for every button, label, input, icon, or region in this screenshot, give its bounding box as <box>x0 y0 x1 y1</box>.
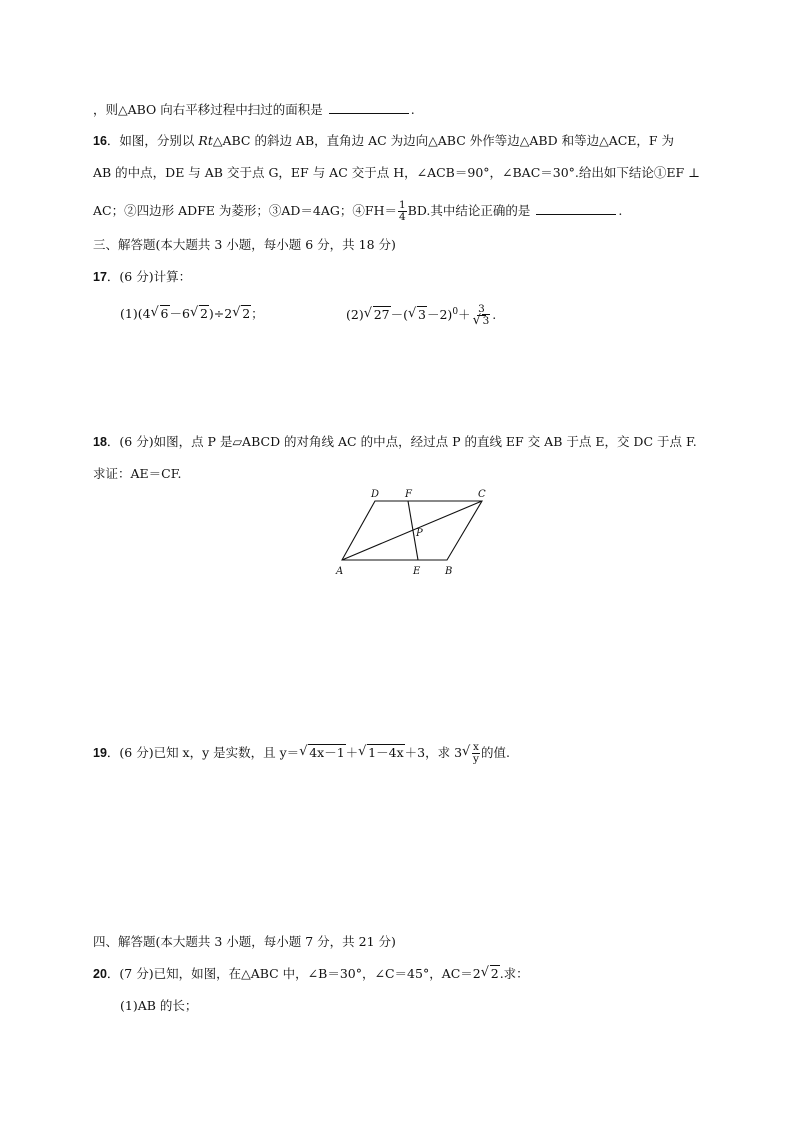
q19-line: 19．(6 分)已知 x，y 是实数，且 y＝√ 4x－1＋√ 1－4x＋3，求 3 √ $\frac{x}{y}$ 的值. <box>93 741 510 765</box>
label-d: D <box>371 489 380 500</box>
label-a: A <box>336 566 344 577</box>
q20-part1: (1)AB 的长； <box>120 998 198 1013</box>
q20-line1: 20．(7 分)已知，如图，在△ABC 中，∠B＝30°，∠C＝45°，AC＝2√ 2.求： <box>93 965 529 983</box>
section3-heading: 三、解答题(本大题共 3 小题，每小题 6 分，共 18 分) <box>93 237 396 252</box>
q16-answer-blank[interactable] <box>536 202 616 215</box>
q17-part1: (1)(4√ 6－6√ 2)÷2√ 2； <box>120 305 264 323</box>
q17-part2: (2)√ 27－(√ 3－2)$^0$＋ 3 √ 3 . <box>346 300 496 327</box>
q18-line2: 求证：AE＝CF. <box>93 466 182 481</box>
q16-number: 16 <box>93 134 107 148</box>
q16-fraction: $\frac{1}{4}$ <box>398 199 406 223</box>
parallelogram-figure <box>330 485 500 580</box>
label-p: P <box>416 528 423 539</box>
label-f: F <box>405 489 412 500</box>
q15-tail: ，则△ABO 向右平移过程中扫过的面积是 . <box>93 102 415 117</box>
label-c: C <box>478 489 486 500</box>
label-e: E <box>413 566 421 577</box>
q16-line2: AB 的中点，DE 与 AB 交于点 G，EF 与 AC 交于点 H，∠ACB＝90°，∠BAC＝30°.给出如下结论①EF ⊥ <box>93 165 700 180</box>
q19-number: 19 <box>93 746 107 760</box>
q18-line1: 18．(6 分)如图，点 P 是▱ABCD 的对角线 AC 的中点，经过点 P 的直线 EF 交 AB 于点 E，交 DC 于点 F. <box>93 434 697 449</box>
q16-line1: 16．如图，分别以 Rt△ABC 的斜边 AB，直角边 AC 为边向△ABC 外作等边△ABD 和等边△ACE，F 为 <box>93 133 675 148</box>
q16-line3: AC；②四边形 ADFE 为菱形；③AD＝4AG；④FH＝ $\frac{1}{4}$ BD.其中结论正确的是 . <box>93 199 623 223</box>
diagonal-ac <box>342 501 482 560</box>
q20-number: 20 <box>93 967 107 981</box>
q15-tail-text: ，则△ABO 向右平移过程中扫过的面积是 <box>93 102 323 117</box>
q17-fraction: 3 √ 3 <box>472 304 492 327</box>
q17-number: 17 <box>93 270 107 284</box>
section4-heading: 四、解答题(本大题共 3 小题，每小题 7 分，共 21 分) <box>93 934 396 949</box>
q17-title: 17．(6 分)计算： <box>93 269 192 284</box>
q15-answer-blank[interactable] <box>329 101 409 114</box>
q18-number: 18 <box>93 435 107 449</box>
label-b: B <box>445 566 453 577</box>
